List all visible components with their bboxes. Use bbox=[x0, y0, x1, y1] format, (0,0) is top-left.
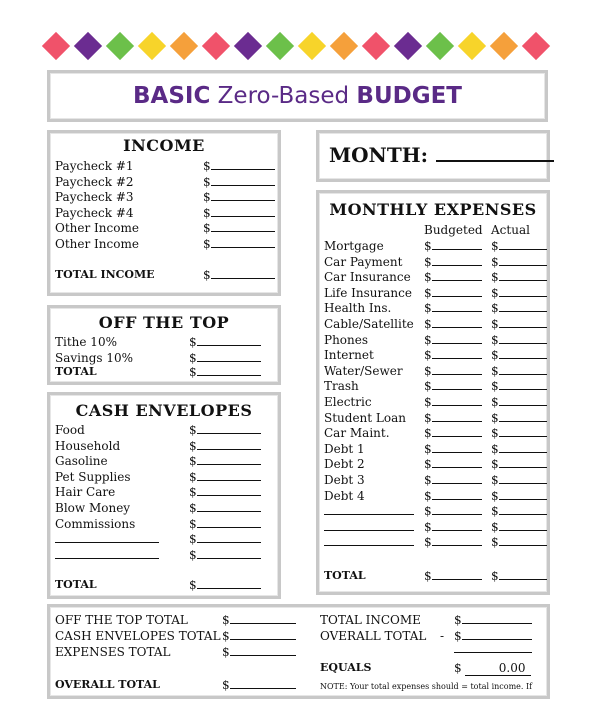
expense-item-label: Trash bbox=[324, 379, 359, 394]
expense-item-field[interactable]: $ bbox=[424, 442, 482, 456]
cash-item-label: Household bbox=[55, 438, 121, 453]
expense-blank-budgeted[interactable]: $ bbox=[424, 520, 482, 534]
expense-blank-actual[interactable]: $ bbox=[491, 535, 547, 549]
cash-total-label: TOTAL bbox=[55, 578, 97, 591]
expense-item-field[interactable]: $ bbox=[424, 364, 482, 378]
income-item-field[interactable]: $ bbox=[203, 159, 275, 173]
expense-blank-line[interactable] bbox=[324, 530, 414, 531]
expense-actual-field[interactable]: $ bbox=[491, 473, 547, 487]
diamond-decoration bbox=[42, 32, 70, 60]
expense-item-label: Car Maint. bbox=[324, 426, 390, 441]
off-top-title: OFF THE TOP bbox=[98, 313, 230, 332]
cash-item-label: Gasoline bbox=[55, 454, 108, 469]
income-title: INCOME bbox=[123, 136, 205, 155]
cash-item-field[interactable]: $ bbox=[189, 485, 261, 499]
off-top-item-label: Savings 10% bbox=[55, 350, 134, 365]
off-top-item-field[interactable]: $ bbox=[189, 351, 261, 365]
diamond-decoration bbox=[394, 32, 422, 60]
income-item-label: Paycheck #1 bbox=[55, 159, 134, 173]
diamond-decoration bbox=[458, 32, 486, 60]
equals-value: 0.00 bbox=[465, 661, 531, 676]
off-top-item-label: Tithe 10% bbox=[55, 335, 117, 349]
cash-item-field[interactable]: $ bbox=[189, 501, 261, 515]
cash-item-label: Commissions bbox=[55, 516, 136, 531]
cash-total-field[interactable]: $ bbox=[189, 578, 261, 592]
diamond-decoration bbox=[74, 32, 102, 60]
expense-item-field[interactable]: $ bbox=[424, 379, 482, 393]
expense-item-field[interactable]: $ bbox=[424, 395, 482, 409]
income-item-field[interactable]: $ bbox=[203, 221, 275, 235]
expense-item-field[interactable]: $ bbox=[424, 473, 482, 487]
summary-overall-label: OVERALL TOTAL bbox=[55, 678, 160, 691]
diamond-border bbox=[42, 33, 554, 61]
cash-item-field[interactable]: $ bbox=[189, 439, 261, 453]
summary-section bbox=[47, 604, 550, 699]
expense-item-field[interactable]: $ bbox=[424, 333, 482, 347]
expense-blank-budgeted[interactable]: $ bbox=[424, 504, 482, 518]
expense-item-field[interactable]: $ bbox=[424, 239, 482, 253]
summary-item-field[interactable]: $ bbox=[222, 645, 296, 659]
subtraction-line bbox=[454, 652, 532, 653]
expense-item-label: Phones bbox=[324, 332, 369, 347]
expense-actual-field[interactable]: $ bbox=[491, 270, 547, 284]
summary-total-income-label: TOTAL INCOME bbox=[320, 613, 421, 627]
summary-note: NOTE: Your total expenses should = total income. If bbox=[320, 682, 533, 691]
income-item-label: Paycheck #3 bbox=[55, 190, 134, 205]
page-title bbox=[50, 83, 545, 109]
summary-item-label: EXPENSES TOTAL bbox=[55, 645, 171, 659]
expense-blank-line[interactable] bbox=[324, 514, 414, 515]
income-item-label: Paycheck #4 bbox=[55, 205, 134, 220]
income-item-field[interactable]: $ bbox=[203, 237, 275, 251]
income-item-field[interactable]: $ bbox=[203, 190, 275, 204]
cash-envelopes-title: CASH ENVELOPES bbox=[75, 401, 253, 420]
summary-total-income-field[interactable]: $ bbox=[454, 613, 532, 627]
expense-actual-field[interactable]: $ bbox=[491, 239, 547, 253]
cash-item-field[interactable]: $ bbox=[189, 454, 261, 468]
expense-actual-field[interactable]: $ bbox=[491, 317, 547, 331]
title-budget: BUDGET bbox=[356, 83, 462, 109]
equals-field[interactable]: $ 0.00 bbox=[454, 661, 531, 676]
summary-item-label: CASH ENVELOPES TOTAL bbox=[55, 629, 221, 643]
expense-item-label: Internet bbox=[324, 348, 374, 363]
expense-item-label: Debt 2 bbox=[324, 457, 365, 472]
summary-overall-total-field[interactable]: $ bbox=[454, 629, 532, 643]
expense-item-field[interactable]: $ bbox=[424, 457, 482, 471]
diamond-decoration bbox=[170, 32, 198, 60]
expense-item-label: Debt 4 bbox=[324, 488, 365, 503]
expense-actual-field[interactable]: $ bbox=[491, 333, 547, 347]
cash-item-field[interactable]: $ bbox=[189, 517, 261, 531]
expense-item-label: Student Loan bbox=[324, 410, 406, 425]
cash-blank-field[interactable]: $ bbox=[189, 532, 261, 546]
expense-item-field[interactable]: $ bbox=[424, 317, 482, 331]
cash-item-label: Hair Care bbox=[55, 485, 116, 500]
diamond-decoration bbox=[426, 32, 454, 60]
off-top-section bbox=[47, 305, 281, 385]
expense-actual-field[interactable]: $ bbox=[491, 379, 547, 393]
cash-blank-field[interactable]: $ bbox=[189, 548, 261, 562]
summary-item-label: OFF THE TOP TOTAL bbox=[55, 613, 188, 627]
diamond-decoration bbox=[330, 32, 358, 60]
expense-actual-field[interactable]: $ bbox=[491, 411, 547, 425]
cash-item-label: Blow Money bbox=[55, 501, 131, 515]
expenses-title: MONTHLY EXPENSES bbox=[329, 200, 537, 219]
expense-item-label: Life Insurance bbox=[324, 285, 412, 300]
income-item-label: Paycheck #2 bbox=[55, 174, 134, 189]
diamond-decoration bbox=[522, 32, 550, 60]
cash-item-label: Pet Supplies bbox=[55, 469, 131, 484]
expense-item-field[interactable]: $ bbox=[424, 411, 482, 425]
summary-item-field[interactable]: $ bbox=[222, 629, 296, 643]
cash-item-field[interactable]: $ bbox=[189, 470, 261, 484]
expense-item-label: Health Ins. bbox=[324, 301, 392, 316]
expense-item-field[interactable]: $ bbox=[424, 348, 482, 362]
expense-item-field[interactable]: $ bbox=[424, 255, 482, 269]
expense-blank-budgeted[interactable]: $ bbox=[424, 535, 482, 549]
income-item-label: Other Income bbox=[55, 237, 139, 251]
expense-item-label: Water/Sewer bbox=[324, 363, 403, 378]
income-item-field[interactable]: $ bbox=[203, 206, 275, 220]
expense-blank-actual[interactable]: $ bbox=[491, 504, 547, 518]
expense-item-label: Car Insurance bbox=[324, 270, 411, 285]
expense-item-field[interactable]: $ bbox=[424, 489, 482, 503]
expense-item-label: Debt 3 bbox=[324, 473, 365, 487]
income-item-label: Other Income bbox=[55, 221, 139, 236]
expense-actual-field[interactable]: $ bbox=[491, 286, 547, 300]
diamond-decoration bbox=[266, 32, 294, 60]
expense-item-field[interactable]: $ bbox=[424, 286, 482, 300]
expense-blank-line[interactable] bbox=[324, 545, 414, 546]
diamond-decoration bbox=[106, 32, 134, 60]
budgeted-column-header: Budgeted bbox=[424, 223, 483, 237]
expense-item-label: Car Payment bbox=[324, 254, 403, 269]
expense-blank-actual[interactable]: $ bbox=[491, 520, 547, 534]
monthly-expenses-section bbox=[316, 190, 550, 595]
off-top-total-field[interactable]: $ bbox=[189, 365, 261, 379]
cash-item-field[interactable]: $ bbox=[189, 423, 261, 437]
equals-label: EQUALS bbox=[320, 661, 372, 674]
title-box bbox=[47, 70, 548, 122]
expense-item-field[interactable]: $ bbox=[424, 270, 482, 284]
diamond-decoration bbox=[298, 32, 326, 60]
summary-overall-total-label: OVERALL TOTAL bbox=[320, 629, 427, 643]
expense-item-label: Mortgage bbox=[324, 239, 384, 253]
diamond-decoration bbox=[234, 32, 262, 60]
expense-item-label: Cable/Satellite bbox=[324, 317, 414, 331]
diamond-decoration bbox=[138, 32, 166, 60]
expense-actual-field[interactable]: $ bbox=[491, 255, 547, 269]
expense-item-label: Debt 1 bbox=[324, 441, 365, 456]
income-total-field[interactable]: $ bbox=[203, 268, 275, 282]
minus-sign: - bbox=[440, 629, 445, 643]
expenses-total-actual[interactable]: $ bbox=[491, 569, 547, 583]
month-box bbox=[316, 130, 550, 182]
expense-actual-field[interactable]: $ bbox=[491, 457, 547, 471]
cash-blank-line[interactable] bbox=[55, 558, 159, 559]
summary-overall-field[interactable]: $ bbox=[222, 678, 296, 692]
expense-item-label: Electric bbox=[324, 395, 372, 409]
income-item-field[interactable]: $ bbox=[203, 175, 275, 189]
title-basic: BASIC bbox=[133, 83, 211, 109]
off-top-item-field[interactable]: $ bbox=[189, 335, 261, 349]
expense-actual-field[interactable]: $ bbox=[491, 348, 547, 362]
expenses-total-label: TOTAL bbox=[324, 569, 366, 582]
diamond-decoration bbox=[362, 32, 390, 60]
expense-actual-field[interactable]: $ bbox=[491, 442, 547, 456]
title-zero-based: Zero-Based bbox=[217, 83, 350, 109]
summary-item-field[interactable]: $ bbox=[222, 613, 296, 627]
off-top-total-label: TOTAL bbox=[55, 365, 97, 378]
expense-actual-field[interactable]: $ bbox=[491, 489, 547, 503]
expenses-total-budgeted[interactable]: $ bbox=[424, 569, 482, 583]
diamond-decoration bbox=[202, 32, 230, 60]
expense-actual-field[interactable]: $ bbox=[491, 364, 547, 378]
expense-actual-field[interactable]: $ bbox=[491, 426, 547, 440]
cash-blank-line[interactable] bbox=[55, 542, 159, 543]
expense-item-field[interactable]: $ bbox=[424, 301, 482, 315]
income-total-label: TOTAL INCOME bbox=[55, 268, 155, 281]
actual-column-header: Actual bbox=[491, 223, 530, 237]
month-field[interactable]: MONTH: bbox=[329, 143, 554, 167]
cash-envelopes-section bbox=[47, 392, 281, 599]
expense-actual-field[interactable]: $ bbox=[491, 301, 547, 315]
cash-item-label: Food bbox=[55, 423, 85, 437]
expense-actual-field[interactable]: $ bbox=[491, 395, 547, 409]
expense-item-field[interactable]: $ bbox=[424, 426, 482, 440]
income-section bbox=[47, 130, 281, 296]
diamond-decoration bbox=[490, 32, 518, 60]
